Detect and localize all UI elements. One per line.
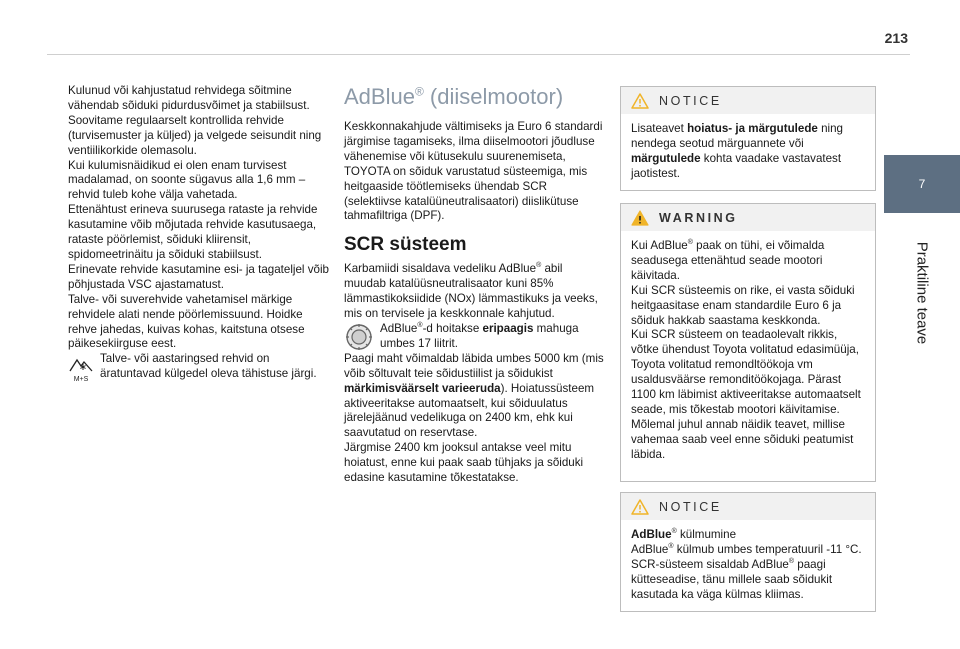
page-number: 213 — [884, 30, 908, 46]
winter-tyre-text: Talve- või aastaringsed rehvid on äratuntavad külgedel oleva tähistuse järgi. — [100, 352, 317, 381]
snowflake-mountain-icon — [68, 353, 94, 383]
notice-text-2: SCR-süsteem sisaldab AdBlue® paagi kütteseadise, tänu millele saab sõidukit kasutada ka väga külmas kliimas. — [631, 557, 833, 601]
paragraph: Ettenähtust erineva suurusega rataste ja rehvide kasutamine võib mõjutada rehvide kasutusaega, rataste pöörlemist, sõiduki kliirensit, spidomeetrinäitu ja sõiduki stabiilsust. — [68, 203, 318, 261]
notice-body — [621, 520, 875, 609]
chapter-title: Praktiline teave — [913, 241, 931, 345]
paragraph: Erinevate rehvide kasutamine esi- ja tagateljel võib põhjustada VSC ajastamatust. — [68, 262, 330, 291]
scr-heading: SCR süsteem — [344, 234, 467, 256]
notice-triangle-icon — [631, 499, 649, 515]
scr-paragraph-3: Järgmise 2400 km jooksul antakse veel mitu hoiatust, enne kui paak saab tühjaks ja sõiduki edasine kasutamine tõkestatakse. — [344, 441, 584, 485]
notice-box-freezing — [620, 492, 876, 612]
adblue-heading: AdBlue® (diiselmootor) — [344, 84, 564, 109]
notice-triangle-icon — [631, 93, 649, 109]
warning-text-2: Kui SCR süsteemis on rike, ei vasta sõiduki heitgaasitase enam standardile Euro 6 ja sõiduk hakkab saastama keskkonda. — [631, 283, 855, 327]
adblue-tank-text: AdBlue®-d hoitakse eripaagis mahuga umbes 17 liitrit. — [380, 321, 579, 350]
chapter-title-tab — [884, 213, 960, 373]
warning-title: WARNING — [659, 210, 738, 225]
paragraph: Kui kulumisnäidikud ei olen enam turvisest madalamad, on soonte sügavus alla 1,6 mm – rehvid tuleb kohe välja vahetada. — [68, 158, 306, 202]
tyre-column — [68, 84, 330, 383]
warning-text-4: Mõlemal juhul annab näidik teavet, millise vahemaa saab veel enne sõiduki peatumist läbida. — [631, 417, 854, 461]
notice-header — [621, 87, 875, 114]
adblue-tank-note — [344, 322, 606, 352]
notice-text-1: AdBlue® külmub umbes temperatuuril -11 °C. — [631, 542, 862, 556]
scr-paragraph-2: Paagi maht võimaldab läbida umbes 5000 km (mis võib sõltuvalt teie sõidustiilist ja sõidukist märkimisväärselt varieeruda). Hoiatussüsteem aktiveeritakse automaatselt, kui sõiduulatus järelejäänud vedelikuga on 2400 km, ehk kui saavutatud on reservtase. — [344, 351, 604, 440]
adblue-intro: Keskkonnakahjude vältimiseks ja Euro 6 standardi järgimise tagamiseks, ilma diiselmootori jõudluse vähenemise või kütusekulu suurenemiseta, TOYOTA on sõiduk varustatud süsteemiga, mis heitgaaside töötlemiseks ühendab SCR (selektiivse katalüüneutralisaatori) diislikütuse tahmafiltriga (DPF). — [344, 120, 603, 223]
paragraph: Talve- või suverehvide vahetamisel märkige rehvidele alati nende pöörlemissuund. Hoidke rehve jahedas, kuivas kohas, kaitstuna otsese päikesekiirguse eest. — [68, 292, 305, 351]
notice-body — [621, 114, 875, 188]
chapter-number-tab: 7 — [884, 155, 960, 213]
paragraph: Kulunud või kahjustatud rehvidega sõitmine vähendab sõiduki pidurdusvõimet ja stabiilsust. — [68, 84, 310, 112]
notice-title: NOTICE — [659, 499, 722, 514]
warning-triangle-icon — [631, 210, 649, 226]
header-rule — [47, 54, 910, 55]
notice-title: NOTICE — [659, 93, 722, 108]
scr-paragraph-1: Karbamiidi sisaldava vedeliku AdBlue® abil muudab katalüüsneutralisaator kuni 85% lämmastikoksiidide (NOx) lämmastikuks ja veeks, mis on tervisele ja keskkonnale kahjutud. — [344, 262, 598, 321]
adblue-tank-icon — [344, 323, 374, 351]
notice-heading: AdBlue® külmumine — [631, 528, 737, 541]
warning-body — [621, 231, 875, 469]
notice-box — [620, 86, 876, 191]
winter-tyre-note — [68, 352, 330, 383]
warning-text-3: Kui SCR süsteem on teadaolevalt rikkis, võtke ühendust Toyota volitatud edasimüüja, Toyota volitatud remondltöökoja vm usaldusväärse remonditöökojaga. Pärast 1100 km läbimist aktiveeritakse automaatselt seade, mis tõkestab mootori käivitamise. — [631, 328, 861, 416]
warning-text-1: Kui AdBlue® paak on tühi, ei võimalda seadusega ettenähtud seade mootori käivitada. — [631, 239, 825, 282]
notice-text: Lisateavet hoiatus- ja märgutulede ning nendega seotud märguannete või märgutulede kohta vaadake vastavatest jaotistest. — [631, 122, 843, 180]
warning-header — [621, 204, 875, 231]
paragraph: Soovitame regulaarselt kontrollida rehvide (turvisemuster ja küljed) ja velgede seisundit ning ventiilikorkide olemasolu. — [68, 113, 322, 157]
ms-label: M+S — [73, 376, 89, 384]
adblue-column — [344, 84, 606, 486]
warning-box — [620, 203, 876, 482]
notice-header — [621, 493, 875, 520]
